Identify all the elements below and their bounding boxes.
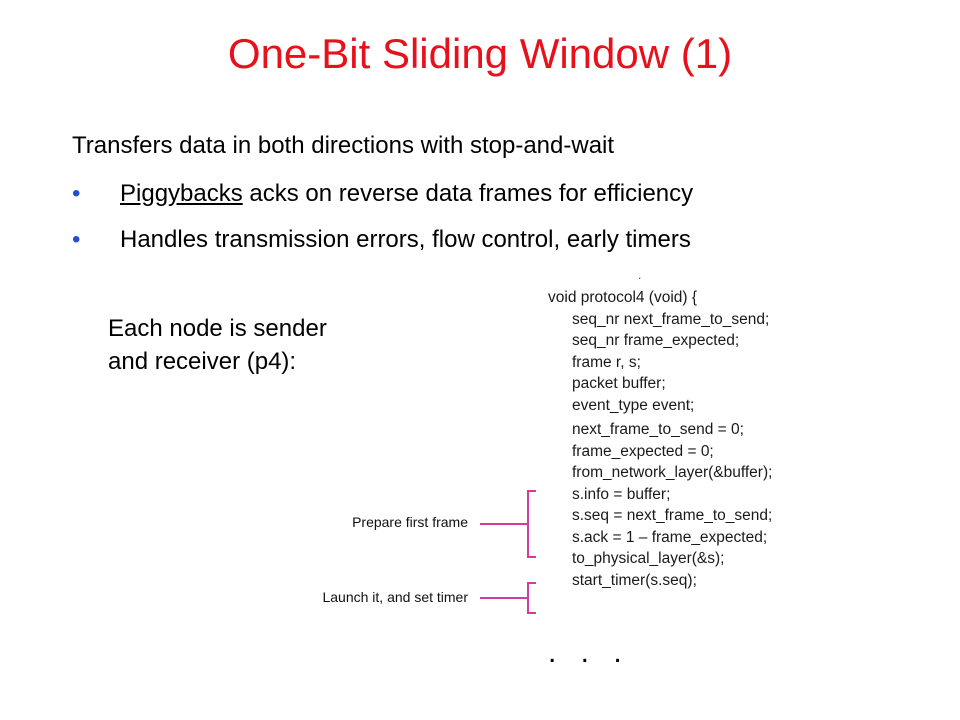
node-description-line-2: and receiver (p4): [108, 348, 297, 375]
code-line: frame r, s; [572, 353, 641, 371]
code-line: start_timer(s.seq); [572, 571, 697, 589]
prepare-annotation: Prepare first frame [352, 514, 468, 530]
launch-bracket [528, 583, 536, 613]
code-line: frame_expected = 0; [572, 442, 714, 460]
code-line: from_network_layer(&buffer); [572, 464, 773, 481]
code-line: s.info = buffer; [572, 485, 671, 503]
stray-dot: . [638, 268, 642, 282]
code-header: void protocol4 (void) { [548, 289, 698, 306]
bullet-marker: • [72, 226, 81, 253]
bullet-marker: • [72, 180, 81, 207]
code-line: next_frame_to_send = 0; [572, 421, 744, 438]
code-line: to_physical_layer(&s); [572, 550, 725, 567]
bullet-text: Handles transmission errors, flow control, early timers [120, 226, 691, 253]
code-line: event_type event; [572, 396, 695, 414]
bullet-text: acks on reverse data frames for efficiency [242, 180, 694, 207]
code-line: s.ack = 1 – frame_expected; [572, 528, 768, 546]
code-line: packet buffer; [572, 375, 666, 392]
piggybacks-term: Piggybacks [120, 180, 243, 207]
prepare-bracket [528, 491, 536, 557]
code-line: seq_nr next_frame_to_send; [572, 310, 770, 328]
launch-annotation: Launch it, and set timer [322, 589, 468, 605]
node-description-line-1: Each node is sender [108, 315, 327, 342]
code-line: s.seq = next_frame_to_send; [572, 507, 773, 524]
intro-text: Transfers data in both directions with stop-and-wait [72, 132, 615, 159]
code-ellipsis: . . . [548, 636, 630, 669]
code-line: seq_nr frame_expected; [572, 332, 740, 349]
slide-title: One-Bit Sliding Window (1) [227, 30, 733, 77]
